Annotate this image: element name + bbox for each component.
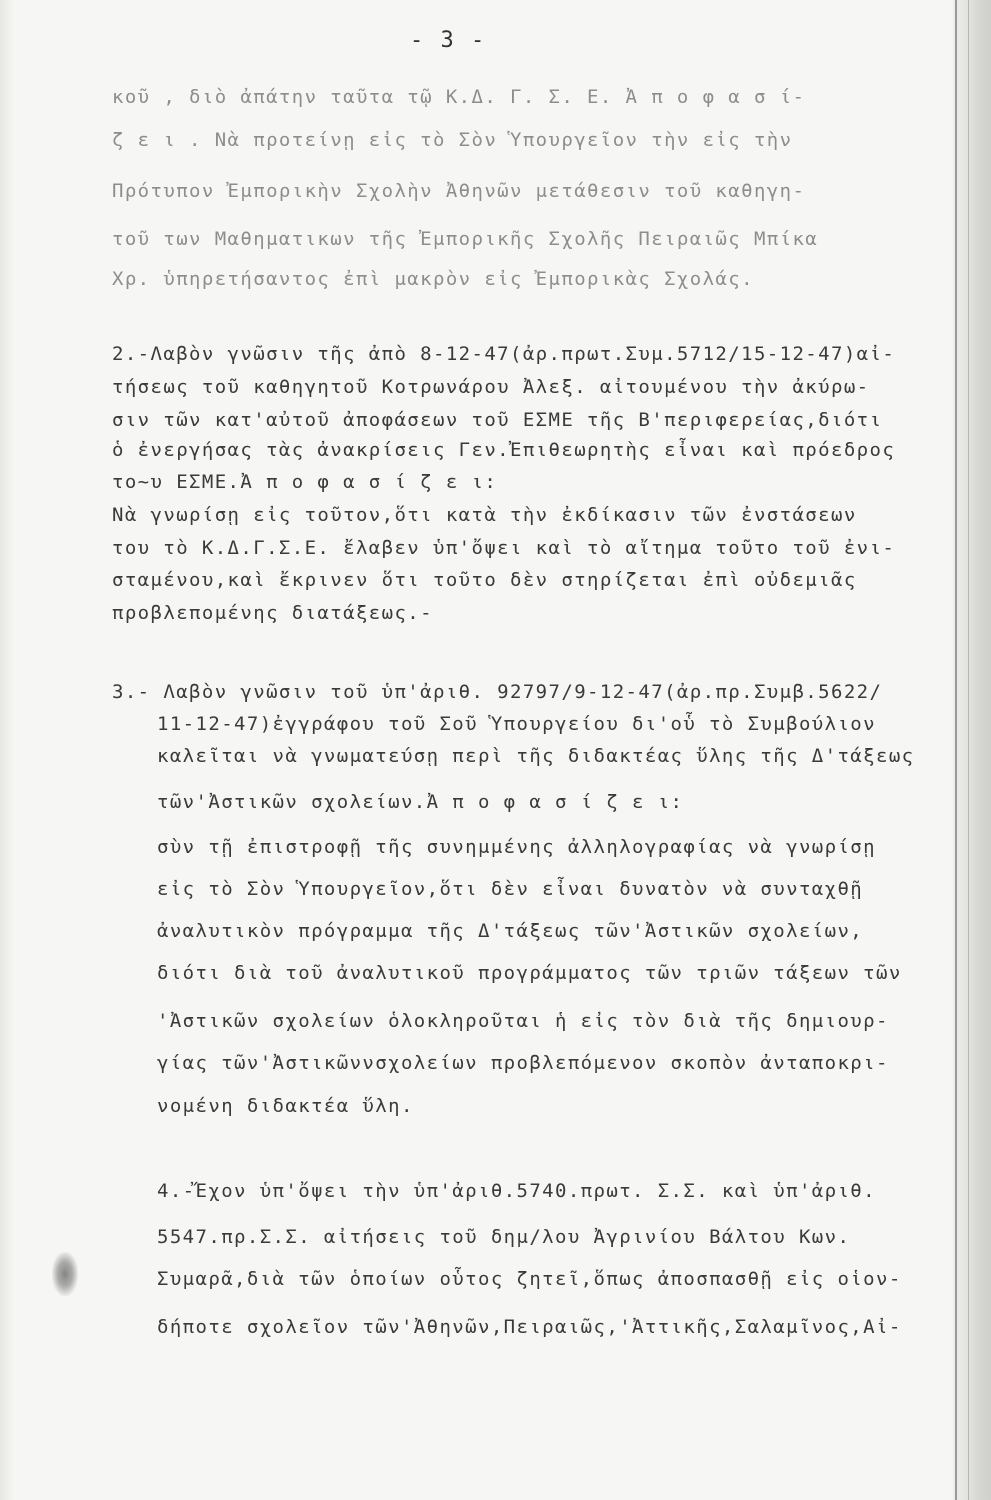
text-line: σταμένου,καὶ ἔκρινεν ὅτι τοῦτο δὲν στηρίζεται ἐπὶ οὐδεμιᾶς xyxy=(112,569,857,591)
text-line: γίας τῶν'Ἀστικῶννσχολείων προβλεπόμενον σκοπὸν ἀνταποκρι- xyxy=(157,1052,889,1074)
page-number: - 3 - xyxy=(410,28,487,53)
text-line: το~υ ΕΣΜΕ.Ἀ π ο φ α σ ί ζ ε ι: xyxy=(112,471,498,493)
text-line: δήποτε σχολεῖον τῶν'Ἀθηνῶν,Πειραιῶς,'Ἀττικῆς,Σαλαμῖνος,Αἰ- xyxy=(157,1316,902,1338)
text-line: 'Ἀστικῶν σχολείων ὁλοκληροῦται ἡ εἰς τὸν διὰ τῆς δημιουρ- xyxy=(157,1010,889,1032)
scan-edge-line xyxy=(968,0,969,1500)
text-line: 11-12-47)ἐγγράφου τοῦ Σοῦ Ὑπουργείου δι'οὗ τὸ Συμβούλιον xyxy=(157,713,876,735)
text-line: Νὰ γνωρίσῃ εἰς τοῦτον,ὅτι κατὰ τὴν ἐκδίκασιν τῶν ἐνστάσεων xyxy=(112,504,857,526)
scan-right-edge xyxy=(953,0,991,1500)
text-line: τῶν'Ἀστικῶν σχολείων.Ἀ π ο φ α σ ί ζ ε ι: xyxy=(157,791,684,813)
text-line: 3.- Λαβὸν γνῶσιν τοῦ ὑπ'ἀριθ. 92797/9-12-47(ἀρ.πρ.Συμβ.5622/ xyxy=(112,681,883,703)
text-line: διότι διὰ τοῦ ἀναλυτικοῦ προγράμματος τῶν τριῶν τάξεων τῶν xyxy=(157,962,902,984)
text-line: προβλεπομένης διατάξεως.- xyxy=(112,602,433,624)
text-line: 4.-Ἔχον ὑπ'ὄψει τὴν ὑπ'ἀριθ.5740.πρωτ. Σ.Σ. καὶ ὑπ'ἀριθ. xyxy=(157,1180,876,1202)
text-line: ὁ ἐνεργήσας τὰς ἀνακρίσεις Γεν.Ἐπιθεωρητὴς εἶναι καὶ πρόεδρος xyxy=(112,439,896,461)
text-line: 2.-Λαβὸν γνῶσιν τῆς ἀπὸ 8-12-47(ἀρ.πρωτ.Συμ.5712/15-12-47)αἰ- xyxy=(112,343,896,365)
text-line: τοῦ των Μαθηματικων τῆς Ἐμπορικῆς Σχολῆς Πειραιῶς Μπίκα xyxy=(112,228,819,250)
text-line: κοῦ , διὸ ἀπάτην ταῦτα τῷ Κ.Δ. Γ. Σ. Ε. Ἀ π ο φ α σ ί- xyxy=(112,86,806,108)
text-line: Πρότυπον Ἐμπορικὴν Σχολὴν Ἀθηνῶν μετάθεσιν τοῦ καθηγη- xyxy=(112,180,806,202)
text-line: σιν τῶν κατ'αὐτοῦ ἀποφάσεων τοῦ ΕΣΜΕ τῆς Β'περιφερείας,διότι xyxy=(112,409,883,431)
text-line: Χρ. ὑπηρετήσαντος ἐπὶ μακρὸν εἰς Ἐμπορικὰς Σχολάς. xyxy=(112,268,754,290)
scan-edge-line xyxy=(955,0,957,1500)
text-line: νομένη διδακτέα ὕλη. xyxy=(157,1095,414,1117)
text-line: 5547.πρ.Σ.Σ. αἰτήσεις τοῦ δημ/λου Ἀγρινίου Βάλτου Κων. xyxy=(157,1226,851,1248)
text-line: εἰς τὸ Σὸν Ὑπουργεῖον,ὅτι δὲν εἶναι δυνατὸν νὰ συνταχθῇ xyxy=(157,878,864,900)
scan-left-edge xyxy=(0,0,14,1500)
text-line: καλεῖται νὰ γνωματεύσῃ περὶ τῆς διδακτέας ὕλης τῆς Δ'τάξεως xyxy=(157,745,915,767)
text-line: σὺν τῇ ἐπιστροφῇ τῆς συνημμένης ἀλληλογραφίας νὰ γνωρίσῃ xyxy=(157,836,876,858)
text-line: τήσεως τοῦ καθηγητοῦ Κοτρωνάρου Ἀλεξ. αἰτουμένου τὴν ἀκύρω- xyxy=(112,376,870,398)
text-line: ζ ε ι . Νὰ προτείνῃ εἰς τὸ Σὸν Ὑπουργεῖον τὴν εἰς τὴν xyxy=(112,129,793,151)
ink-smudge xyxy=(52,1252,78,1296)
text-line: του τὸ Κ.Δ.Γ.Σ.Ε. ἔλαβεν ὑπ'ὄψει καὶ τὸ αἴτημα τοῦτο τοῦ ἐνι- xyxy=(112,537,896,559)
text-line: Συμαρᾶ,διὰ τῶν ὁποίων οὗτος ζητεῖ,ὅπως ἀποσπασθῇ εἰς οἱον- xyxy=(157,1268,902,1290)
text-line: ἀναλυτικὸν πρόγραμμα τῆς Δ'τάξεως τῶν'Ἀστικῶν σχολείων, xyxy=(157,920,864,942)
